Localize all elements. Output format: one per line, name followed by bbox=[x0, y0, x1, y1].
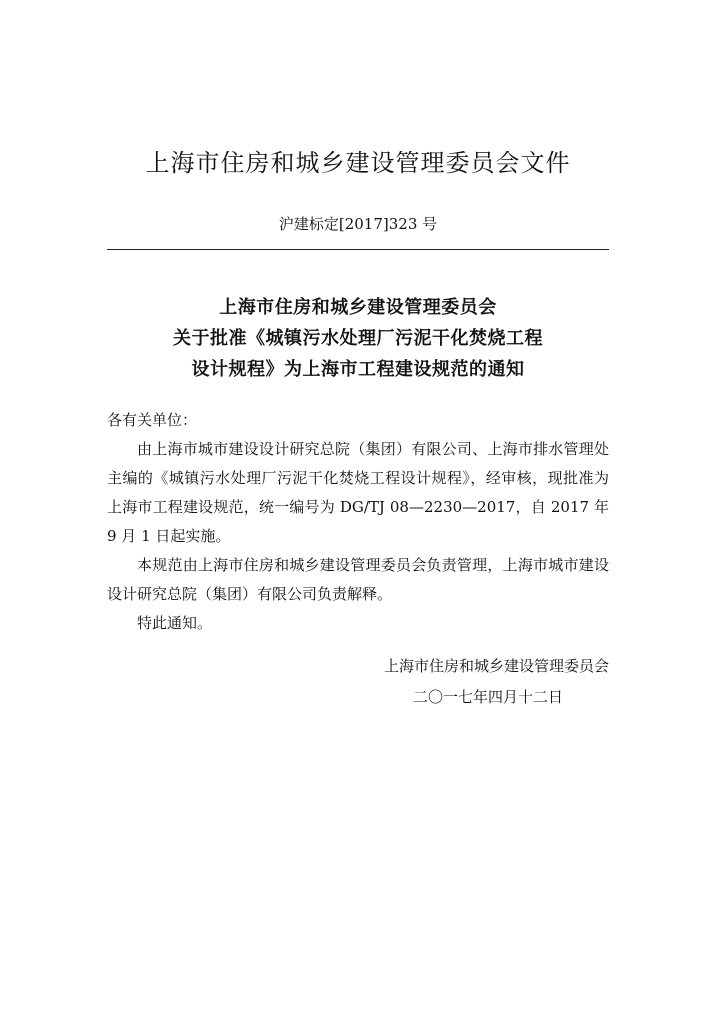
issuer-title: 上海市住房和城乡建设管理委员会文件 bbox=[145, 149, 571, 177]
notice-title-line-1: 上海市住房和城乡建设管理委员会 bbox=[219, 297, 497, 318]
closing-line: 特此通知。 bbox=[137, 614, 213, 632]
document-number: 沪建标定[2017]323 号 bbox=[278, 215, 438, 233]
notice-title-line-2: 关于批准《城镇污水处理厂污泥干化焚烧工程 bbox=[173, 328, 543, 349]
signature-block bbox=[384, 651, 609, 713]
body-paragraph-1: 由上海市城市建设设计研究总院（集团）有限公司、上海市排水管理处主编的《城镇污水处理厂污泥干化焚烧工程设计规程》，经审核，现批准为上海市工程建设规范，统一编号为 DG/TJ 08—2230—2017，自 2017 年 9 月 1 日起实施。 bbox=[107, 440, 609, 545]
salutation: 各有关单位： bbox=[107, 411, 198, 429]
signature-date: 二〇一七年四月十二日 bbox=[412, 688, 563, 706]
header-divider bbox=[107, 249, 609, 250]
notice-title-line-3: 设计规程》为上海市工程建设规范的通知 bbox=[191, 359, 525, 380]
notice-title bbox=[0, 292, 716, 385]
body-paragraph-2: 本规范由上海市住房和城乡建设管理委员会负责管理，上海市城市建设设计研究总院（集团）有限公司负责解释。 bbox=[107, 556, 609, 603]
signature-organization: 上海市住房和城乡建设管理委员会 bbox=[383, 657, 609, 675]
notice-body bbox=[107, 406, 609, 638]
